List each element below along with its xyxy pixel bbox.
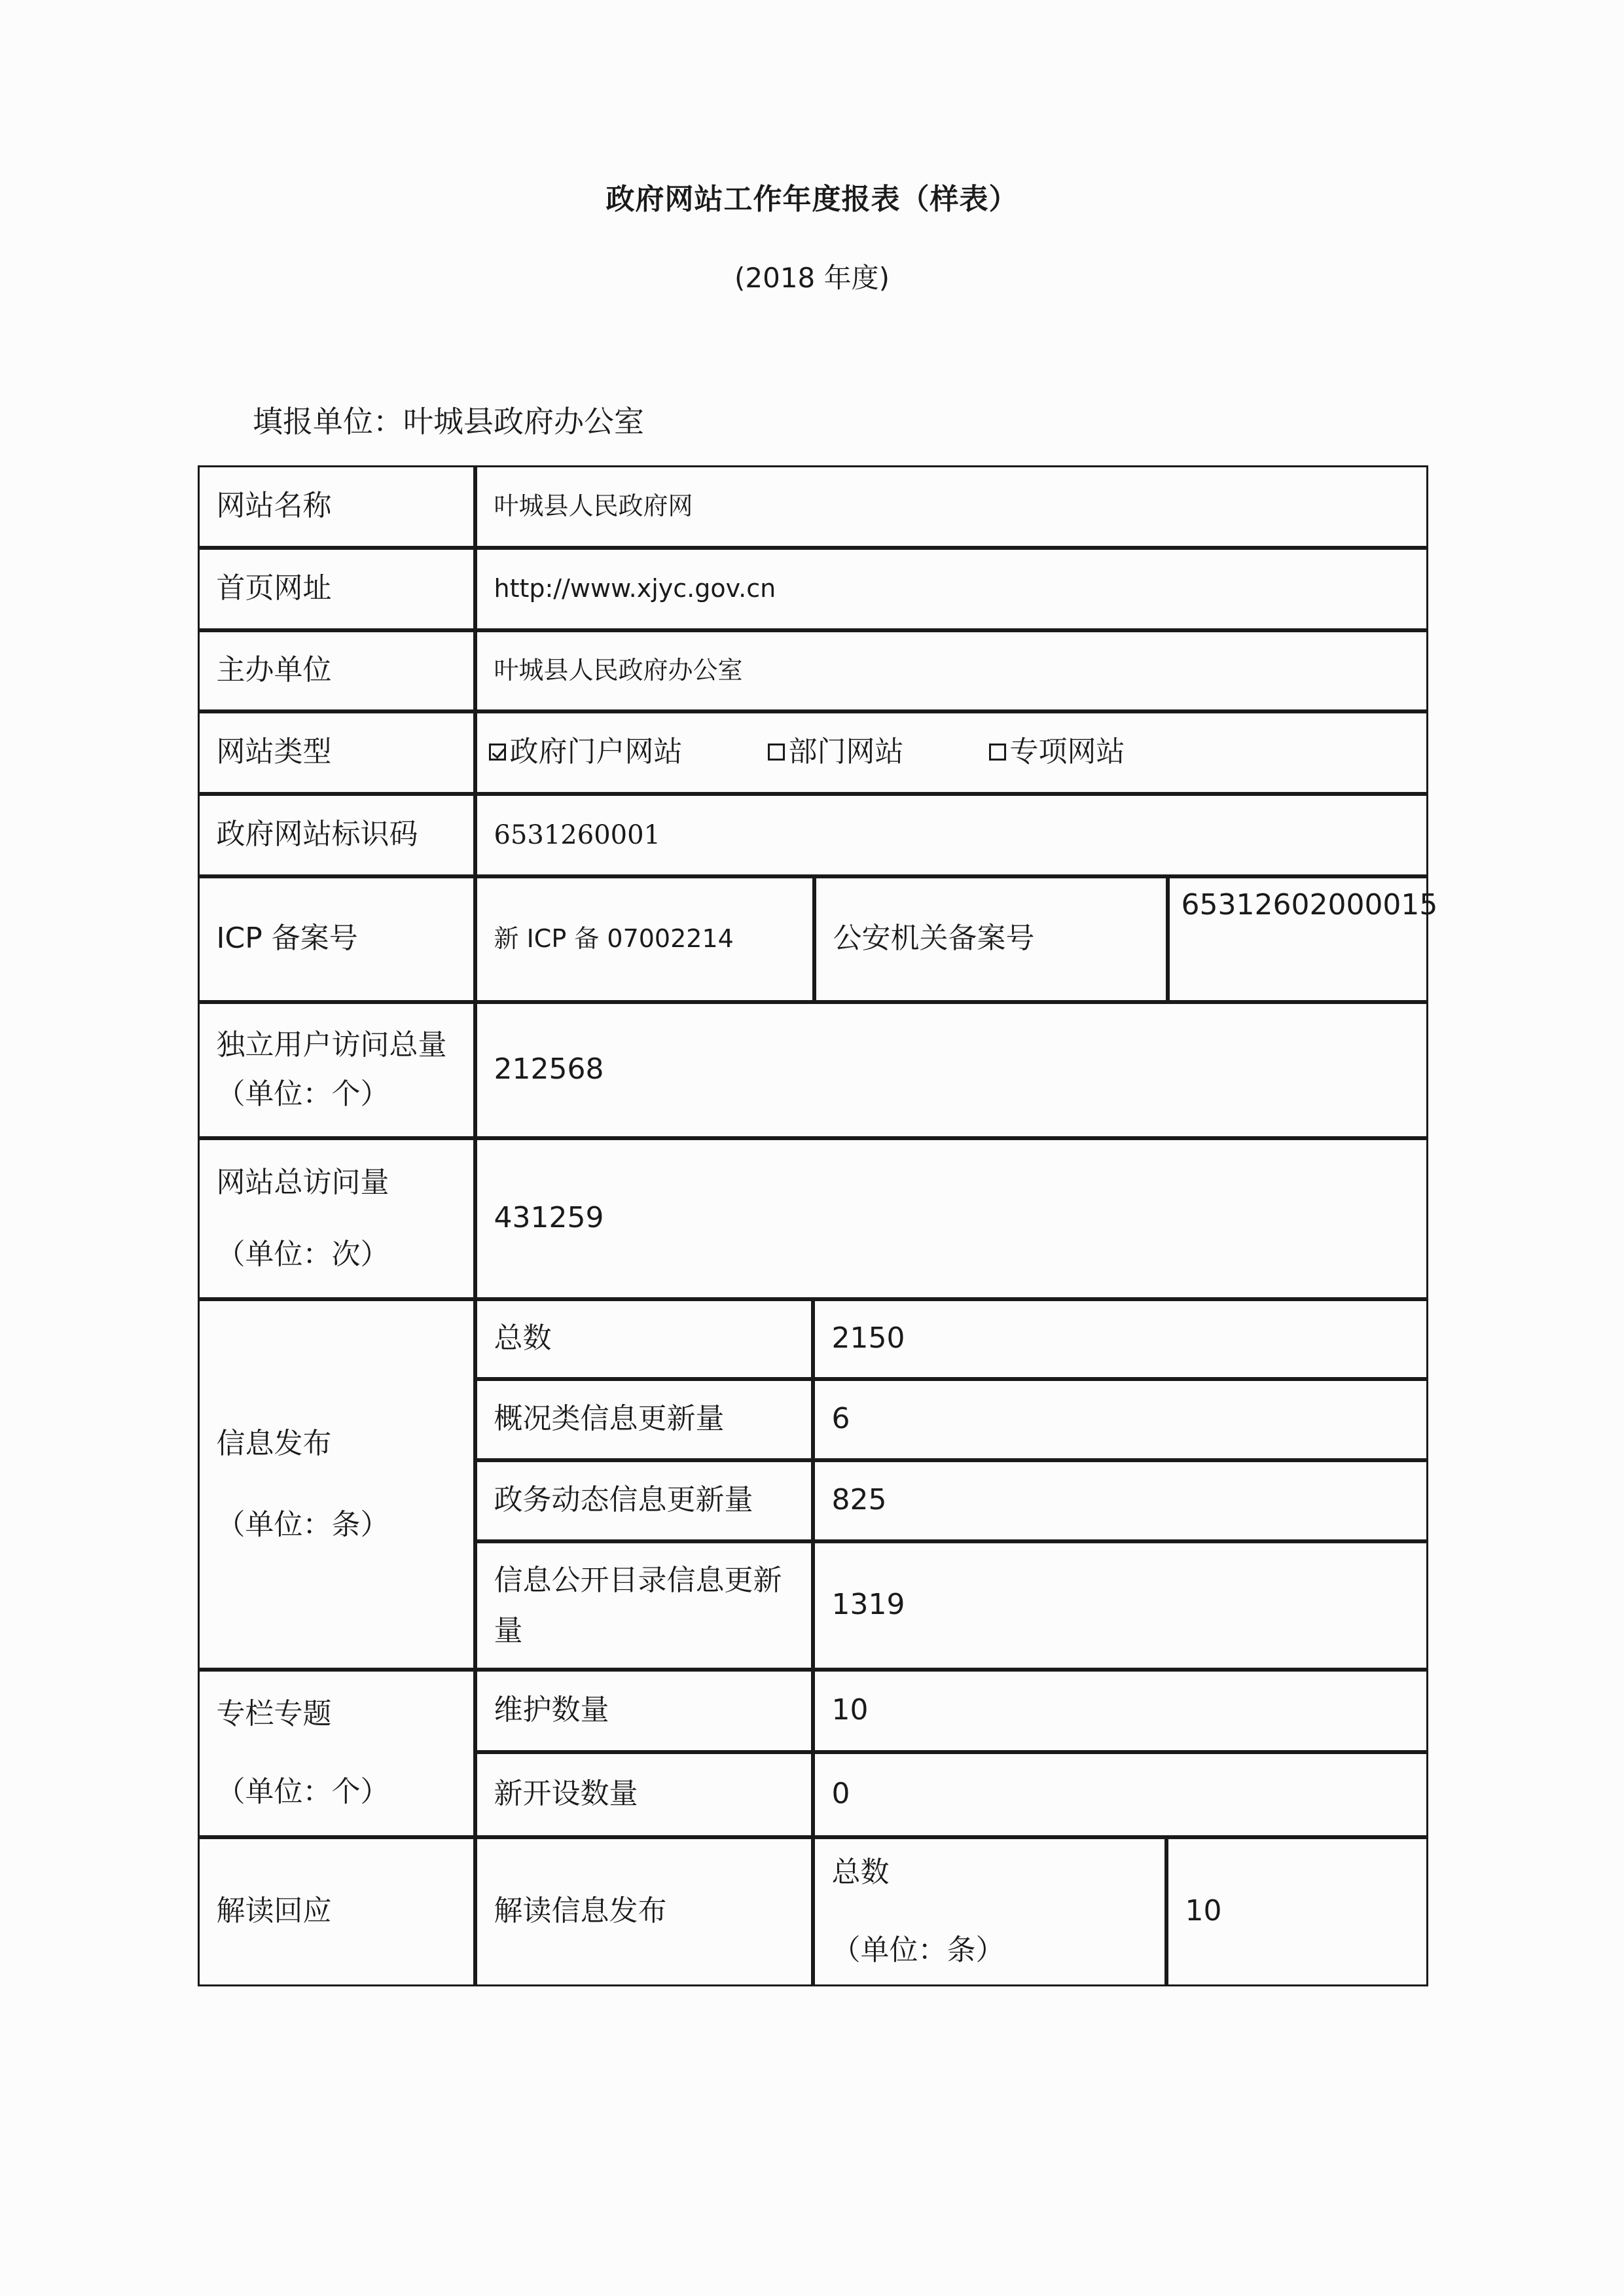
unique-visitors-label-cell — [198, 1002, 475, 1138]
site-type-options — [475, 711, 1428, 794]
columns-item-value: 0 — [813, 1752, 1428, 1837]
reporting-unit-value: 叶城县政府办公室 — [403, 404, 644, 439]
report-table — [198, 466, 1438, 1987]
site-type-option-portal[interactable] — [489, 728, 683, 777]
page-title: 政府网站工作年度报表（样表） — [605, 183, 1019, 216]
columns-item-value: 10 — [813, 1670, 1428, 1752]
info-publish-item-label: 概况类信息更新量 — [475, 1379, 813, 1460]
columns-item-label: 新开设数量 — [475, 1752, 813, 1837]
site-type-option-department[interactable] — [768, 728, 904, 777]
homepage-label: 首页网址 — [198, 548, 475, 630]
icp-value: 新 ICP 备 07002214 — [475, 876, 814, 1002]
interpretation-total-unit: （单位：条） — [831, 1933, 1005, 1967]
info-publish-item-value: 6 — [813, 1379, 1428, 1460]
sponsor-label: 主办单位 — [198, 630, 475, 711]
site-name-label: 网站名称 — [198, 465, 475, 548]
columns-label: 专栏专题 — [216, 1696, 332, 1731]
report-year: (2018 年度) — [734, 262, 890, 294]
info-publish-item-value: 1319 — [813, 1541, 1428, 1670]
police-record-label: 公安机关备案号 — [814, 876, 1168, 1002]
interpretation-label: 解读回应 — [198, 1837, 475, 1986]
site-type-option-label: 专项网站 — [1009, 735, 1125, 769]
interpretation-value: 10 — [1166, 1837, 1428, 1986]
interpretation-total-label: 总数 — [831, 1855, 890, 1889]
unique-visitors-label: 独立用户访问总量 — [216, 1028, 447, 1062]
info-publish-item-label: 总数 — [475, 1299, 813, 1379]
site-type-option-special[interactable] — [989, 728, 1125, 777]
icp-label: ICP 备案号 — [198, 876, 475, 1002]
police-record-value: 65312602000015 — [1168, 876, 1428, 1002]
total-visits-value: 431259 — [475, 1138, 1428, 1299]
info-publish-item-value: 825 — [813, 1460, 1428, 1541]
info-publish-label: 信息发布 — [216, 1427, 332, 1461]
info-publish-item-label: 政务动态信息更新量 — [475, 1460, 813, 1541]
unique-visitors-value: 212568 — [475, 1002, 1428, 1138]
columns-label-cell — [198, 1670, 475, 1837]
site-name-value: 叶城县人民政府网 — [475, 465, 1428, 548]
checkbox-checked-icon[interactable] — [489, 744, 506, 761]
total-visits-unit: （单位：次） — [216, 1237, 389, 1271]
site-type-option-label: 部门网站 — [788, 735, 904, 769]
interpretation-total-label-cell — [813, 1837, 1166, 1986]
interpretation-sub-label: 解读信息发布 — [475, 1837, 813, 1986]
checkbox-unchecked-icon[interactable] — [768, 744, 785, 761]
info-publish-unit: （单位：条） — [216, 1507, 389, 1541]
reporting-unit-label: 填报单位： — [253, 404, 403, 439]
info-publish-item-label: 信息公开目录信息更新量 — [475, 1541, 813, 1670]
columns-unit: （单位：个） — [216, 1774, 389, 1808]
total-visits-label-cell — [198, 1138, 475, 1299]
sponsor-value: 叶城县人民政府办公室 — [475, 630, 1428, 711]
site-type-label: 网站类型 — [198, 711, 475, 794]
info-publish-item-value: 2150 — [813, 1299, 1428, 1379]
total-visits-label: 网站总访问量 — [216, 1165, 389, 1199]
site-type-option-label: 政府门户网站 — [509, 735, 683, 769]
columns-item-label: 维护数量 — [475, 1670, 813, 1752]
checkbox-unchecked-icon[interactable] — [989, 744, 1006, 761]
info-publish-label-cell — [198, 1299, 475, 1670]
homepage-value: http://www.xjyc.gov.cn — [475, 548, 1428, 630]
unique-visitors-unit: （单位：个） — [216, 1077, 389, 1111]
site-code-label: 政府网站标识码 — [198, 794, 475, 876]
site-code-value: 6531260001 — [475, 794, 1428, 876]
reporting-unit — [253, 398, 644, 441]
